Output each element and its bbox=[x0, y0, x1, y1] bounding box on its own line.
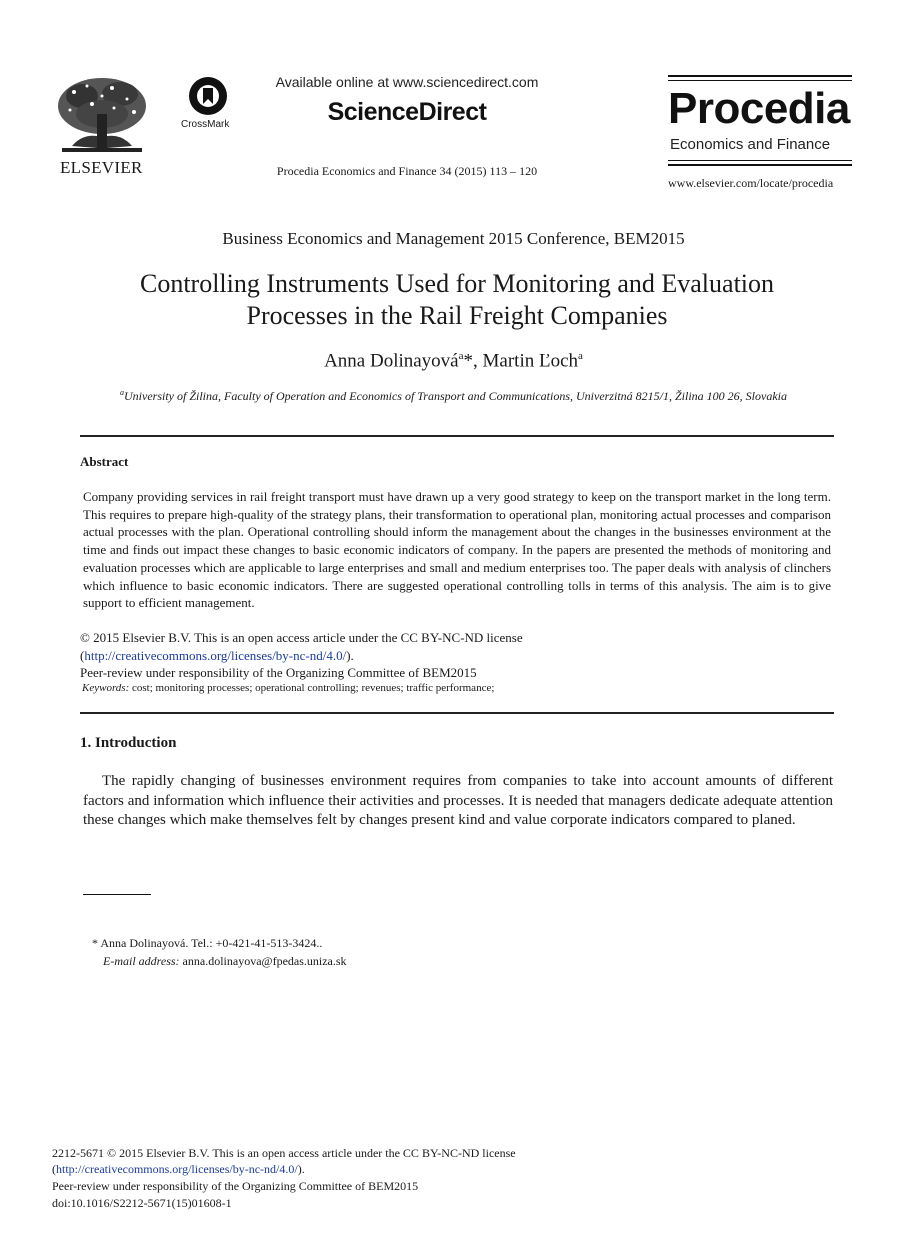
abstract-heading: Abstract bbox=[80, 454, 129, 469]
keywords bbox=[82, 682, 834, 694]
conference-name: Business Economics and Management 2015 Conference, BEM2015 bbox=[222, 229, 685, 248]
footer-issn: 2212-5671 © 2015 Elsevier B.V. This is an open access article under the CC BY-NC-ND license bbox=[52, 1146, 516, 1160]
footnote-contact: * Anna Dolinayová. Tel.: +0-421-41-513-3424.. bbox=[92, 936, 323, 950]
paper-title-line: Controlling Instruments Used for Monitoring and Evaluation bbox=[139, 269, 775, 298]
affiliation bbox=[60, 388, 847, 404]
publisher-name: ELSEVIER bbox=[60, 158, 143, 177]
license-link[interactable]: http://creativecommons.org/licenses/by-nc-nd/4.0/ bbox=[84, 647, 347, 663]
procedia-divider bbox=[668, 160, 852, 161]
affiliation-marker: a bbox=[458, 350, 464, 362]
procedia-logo: Procedia bbox=[668, 84, 850, 133]
license-line bbox=[80, 647, 834, 665]
abstract-text: Company providing services in rail freight transport must have drawn up a very good strategy to keep on the transport market in the long term. This requires to prepare high-quality of the strategy plans, their transformation to operational plan, monitoring actual processes and comparison actual processes with the plan. Operational controlling should inform the management about the changes in the businesses environment at the time and finds out impact these changes to basic economic indicators of company. In the papers are presented the methods of monitoring and evaluation processes which are applicable to large enterprises and small and medium enterprises too. The paper deals with analysis of clinchers which influence to basic economic indicators. There are suggested operational controlling tolls in terms of this analysis. The aim is to give support to efficient management. bbox=[83, 489, 831, 611]
crossmark-label: CrossMark bbox=[181, 119, 230, 130]
copyright-block bbox=[80, 629, 834, 682]
footer-license-link[interactable]: http://creativecommons.org/licenses/by-nc-nd/4.0/ bbox=[56, 1162, 298, 1176]
paper-title bbox=[80, 268, 834, 332]
section-heading: 1. Introduction bbox=[80, 735, 177, 751]
author-separator: , bbox=[473, 350, 483, 372]
procedia-divider bbox=[668, 80, 852, 81]
procedia-divider bbox=[668, 164, 852, 166]
license-paren: ). bbox=[297, 1162, 305, 1176]
affiliation-marker: a bbox=[120, 388, 124, 397]
procedia-divider bbox=[668, 75, 852, 77]
author-name: Anna Dolinayová bbox=[324, 350, 459, 372]
footer-doi[interactable]: doi:10.1016/S2212-5671(15)01608-1 bbox=[52, 1196, 232, 1210]
peer-review-line: Peer-review under responsibility of the Organizing Committee of BEM2015 bbox=[80, 665, 477, 680]
footer-peer-review: Peer-review under responsibility of the Organizing Committee of BEM2015 bbox=[52, 1179, 419, 1193]
author-list bbox=[0, 350, 907, 372]
email-address[interactable]: anna.dolinayova@fpedas.uniza.sk bbox=[179, 954, 347, 968]
copyright-line: © 2015 Elsevier B.V. This is an open access article under the CC BY-NC-ND license bbox=[80, 630, 523, 645]
license-paren: ). bbox=[346, 647, 354, 663]
section-paragraph: The rapidly changing of businesses environment requires from companies to take into account amounts of different factors and information which influence their activities and processes. It is needed that managers dedicate adequate attention these changes which make themselves felt by changes present kind and value corporate indicators compared to planed. bbox=[83, 773, 833, 828]
corresponding-marker: * bbox=[463, 350, 474, 372]
author-name: Martin Ľoch bbox=[482, 350, 579, 372]
affiliation-marker: a bbox=[578, 350, 583, 362]
footnote-email bbox=[103, 954, 347, 969]
keywords-list: cost; monitoring processes; operational controlling; revenues; traffic performance; bbox=[129, 682, 495, 694]
section-divider bbox=[80, 712, 834, 714]
sciencedirect-logo[interactable]: ScienceDirect bbox=[327, 98, 487, 126]
footnote-divider bbox=[83, 894, 151, 895]
journal-reference: Procedia Economics and Finance 34 (2015) 113 – 120 bbox=[276, 164, 538, 178]
email-label: E-mail address: bbox=[103, 954, 180, 968]
license-paren: ( bbox=[52, 1162, 56, 1176]
affiliation-text: University of Žilina, Faculty of Operation and Economics of Transport and Communications, Univerzitná 8215/1, Žilina 100 26, Slovakia bbox=[124, 389, 787, 403]
available-online: Available online at www.sciencedirect.com bbox=[275, 74, 539, 90]
section-divider bbox=[80, 435, 834, 437]
paper-title-line: Processes in the Rail Freight Companies bbox=[246, 301, 668, 330]
procedia-subtitle: Economics and Finance bbox=[670, 136, 831, 153]
license-paren: ( bbox=[80, 647, 85, 663]
footer-license bbox=[52, 1162, 305, 1177]
keywords-label: Keywords: bbox=[82, 682, 130, 694]
procedia-url[interactable]: www.elsevier.com/locate/procedia bbox=[668, 176, 834, 190]
